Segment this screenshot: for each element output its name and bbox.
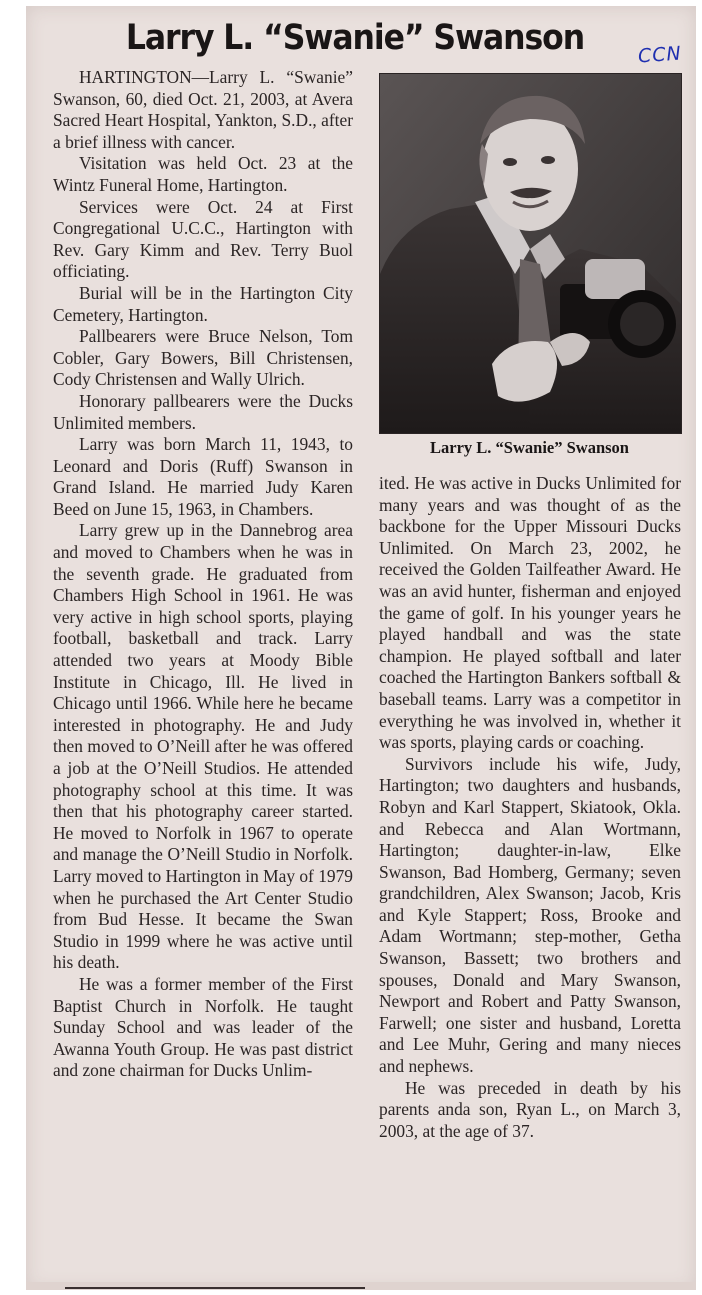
bottom-rule [65,1287,365,1289]
article-paragraph: Pallbearers were Bruce Nelson, Tom Cobler, Gary Bowers, Bill Christensen, Cody Christensen and Wally Ulrich. [53,326,353,390]
article-paragraph: Larry grew up in the Dannebrog area and moved to Chambers when he was in the seventh grade. He graduated from Chambers High School in 1961. He was very active in high school sports, playing football, basketball and track. Larry attended two years at Moody Bible Institute in Chicago, Ill. He lived in Chicago until 1966. While here he became interested in photography. He and Judy then moved to O’Neill after he was offered a job at the O’Neill Studios. He attended photography school at this time. It was then that his photography career started. He moved to Norfolk in 1967 to operate and manage the O’Neill Studio in Norfolk. Larry moved to Hartington in May of 1979 when he purchased the Art Center Studio from Bud Hesse. It became the Swan Studio in 1999 where he was active until his death. [53,520,353,973]
portrait-photo [379,73,682,434]
article-paragraph: ited. He was active in Ducks Unlimited for many years and was thought of as the backbone for the Upper Missouri Ducks Unlimited. On March 23, 2002, he received the Golden Tailfeather Award. He was an avid hunter, fisherman and enjoyed the game of golf. In his younger years he played handball and was the state champion. He played softball and later coached the Hartington Bankers softball & baseball teams. Larry was a competitor in everything he was involved in, whether it was sports, playing cards or coaching. [379,473,681,753]
portrait-illustration [380,74,681,433]
article-paragraph: Larry was born March 11, 1943, to Leonard and Doris (Ruff) Swanson in Grand Island. He married Judy Karen Beed on June 15, 1963, in Chambers. [53,434,353,519]
obituary-headline: Larry L. “Swanie” Swanson [125,18,585,58]
article-paragraph: Visitation was held Oct. 23 at the Wintz Funeral Home, Hartington. [53,153,353,195]
left-column [53,67,353,1082]
right-column [379,473,681,1142]
handwritten-note: CCN [637,42,683,68]
article-paragraph: Honorary pallbearers were the Ducks Unlimited members. [53,390,353,433]
article-paragraph: He was a former member of the First Baptist Church in Norfolk. He taught Sunday School and was leader of the Awanna Youth Group. He was past district and zone chairman for Ducks Unlim- [53,973,353,1081]
article-paragraph: Services were Oct. 24 at First Congregational U.C.C., Hartington with Rev. Gary Kimm and Rev. Terry Buol officiating. [53,196,353,282]
photo-caption: Larry L. “Swanie” Swanson [430,438,629,457]
article-paragraph: Burial will be in the Hartington City Cemetery, Hartington. [53,282,353,325]
article-paragraph: He was preceded in death by his parents anda son, Ryan L., on March 3, 2003, at the age of 37. [379,1077,681,1141]
article-paragraph: HARTINGTON—Larry L. “Swanie” Swanson, 60, died Oct. 21, 2003, at Avera Sacred Heart Hospital, Yankton, S.D., after a brief illness with cancer. [53,67,353,152]
article-paragraph: Survivors include his wife, Judy, Hartington; two daughters and husbands, Robyn and Karl Stappert, Skiatook, Okla. and Rebecca and Alan Wortmann, Hartington; daughter-in-law, Elke Swanson, Bad Homberg, Germany; seven grandchildren, Alex Swanson; Jacob, Kris and Kyle Stappert; Ross, Brooke and Adam Wortmann; step-mother, Getha Swanson, Bassett; two brothers and spouses, Donald and Mary Swanson, Newport and Robert and Patty Swanson, Farwell; one sister and husband, Loretta and Lee Muhr, Gering and many nieces and nephews. [379,753,681,1077]
